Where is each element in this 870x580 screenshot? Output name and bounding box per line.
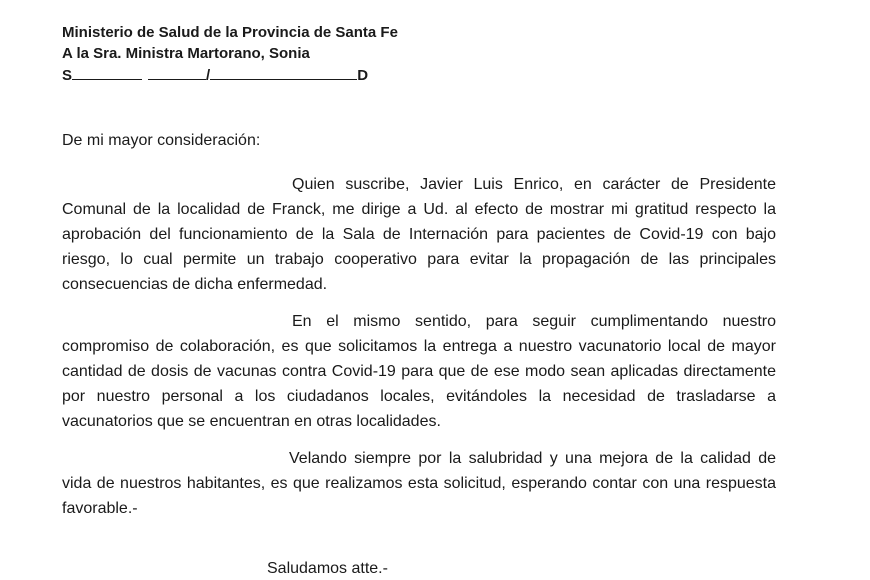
paragraph-text: Quien suscribe, Javier Luis Enrico, en carácter de Presidente Comunal de la localidad de Franck, me dirige a Ud. al efecto de mostrar mi gratitud respecto la aprobación del funcionamiento de la Sala de Internación para pacientes de Covid-19 con bajo riesgo, lo cual permite un trabajo cooperativo para evitar la propagación de las principales consecuencias de dicha enfermedad. [62,176,776,293]
date-blank-day [72,64,142,80]
paragraph [62,446,776,521]
date-suffix: D [357,67,369,84]
letter-body [62,172,776,533]
salutation: De mi mayor consideración: [62,132,261,149]
paragraph [62,309,776,434]
date-blank-month [148,64,206,80]
letter-header [62,22,398,86]
addressee-line: A la Sra. Ministra Martorano, Sonia [62,45,310,62]
date-prefix: S [62,67,73,84]
paragraph-text: Velando siempre por la salubridad y una mejora de la calidad de vida de nuestros habitantes, es que realizamos esta solicitud, esperando contar con una respuesta favorable.- [62,450,776,517]
closing: Saludamos atte.- [267,560,388,577]
paragraph [62,172,776,297]
ministry-line: Ministerio de Salud de la Provincia de Santa Fe [62,24,398,41]
date-blank-year [210,64,357,80]
paragraph-text: En el mismo sentido, para seguir cumplimentando nuestro compromiso de colaboración, es que solicitamos la entrega a nuestro vacunatorio local de mayor cantidad de dosis de vacunas contra Covid-19 para que de ese modo sean aplicadas directamente por nuestro personal a los ciudadanos locales, evitándoles la necesidad de trasladarse a vacunatorios que se encuentran en otras localidades. [62,313,776,430]
date-line [62,64,398,86]
date-separator: / [206,67,211,84]
